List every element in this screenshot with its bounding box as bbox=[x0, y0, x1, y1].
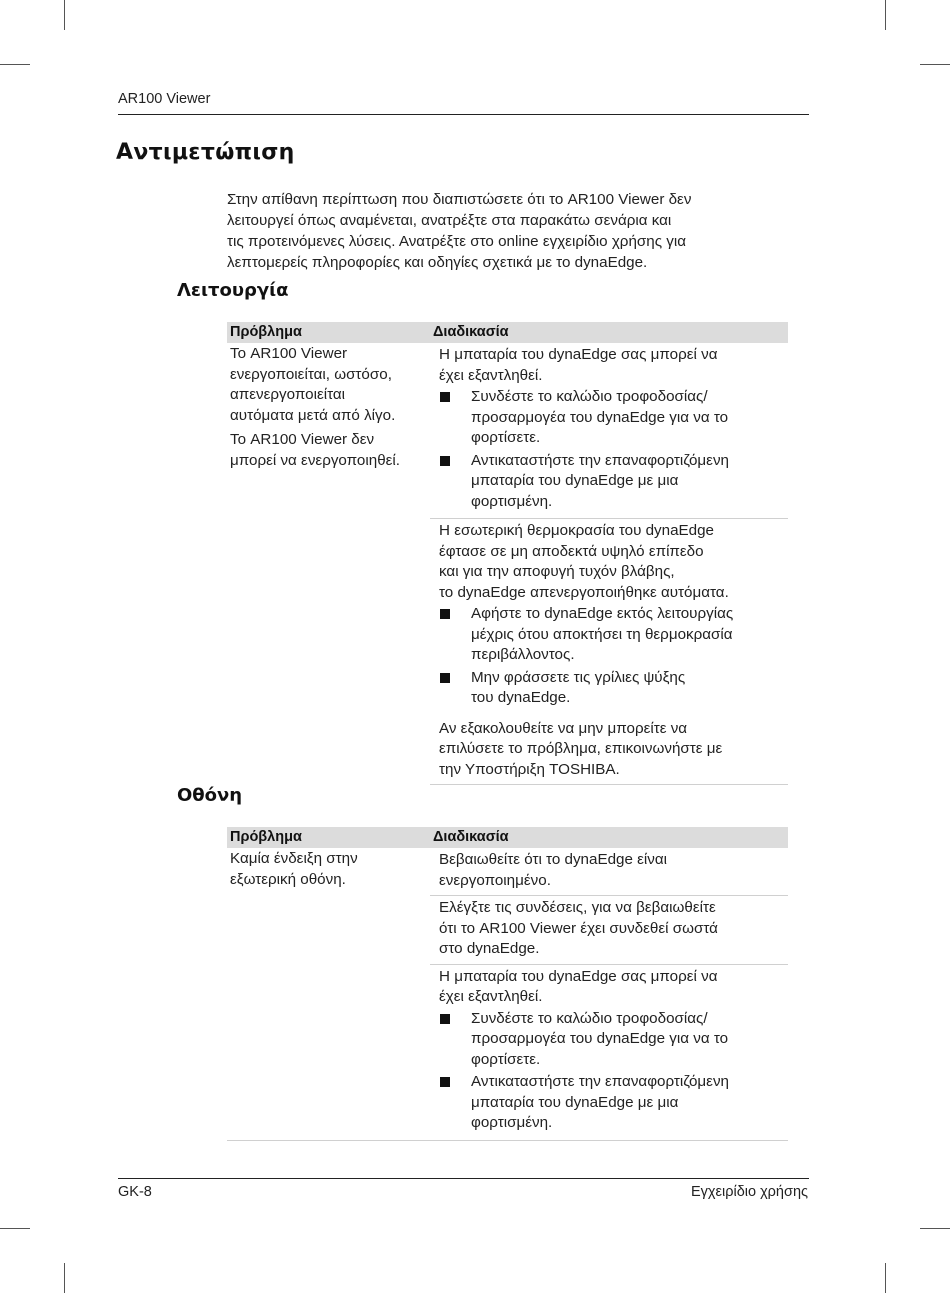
column-header-procedure: Διαδικασία bbox=[430, 322, 788, 343]
procedure-text: έχει εξαντληθεί. bbox=[439, 988, 543, 1005]
step-item bbox=[439, 387, 785, 449]
procedure-text: ότι το AR100 Viewer έχει συνδεθεί σωστά bbox=[439, 919, 718, 937]
header-rule bbox=[118, 114, 809, 115]
page-number: GK-8 bbox=[118, 1184, 152, 1200]
procedure-cell bbox=[430, 964, 788, 1140]
problem-cell bbox=[227, 343, 430, 785]
intro-line: τις προτεινόμενες λύσεις. Ανατρέξτε στο online εγχειρίδιο χρήσης για bbox=[227, 233, 687, 250]
step-text: περιβάλλοντος. bbox=[471, 646, 575, 663]
procedure-text: Η μπαταρία του dynaEdge σας μπορεί να bbox=[439, 967, 718, 985]
procedure-text: Η εσωτερική θερμοκρασία του dynaEdge bbox=[439, 522, 714, 539]
problem-text: απενεργοποιείται bbox=[230, 386, 346, 403]
crop-mark bbox=[920, 1228, 950, 1229]
display-table bbox=[227, 827, 788, 1141]
step-text: φορτίσετε. bbox=[471, 429, 541, 446]
step-text: Συνδέστε το καλώδιο τροφοδοσίας/ bbox=[471, 388, 708, 405]
procedure-cell bbox=[430, 519, 788, 785]
step-item bbox=[439, 604, 785, 666]
problem-text: Το AR100 Viewer δεν bbox=[230, 431, 375, 448]
footer-rule bbox=[118, 1178, 809, 1179]
table-header-row bbox=[227, 322, 788, 343]
step-text: Αντικαταστήστε την επαναφορτιζόμενη bbox=[471, 451, 729, 469]
crop-mark bbox=[885, 0, 886, 30]
crop-mark bbox=[64, 0, 65, 30]
section-title: Αντιμετώπιση bbox=[116, 140, 295, 165]
step-text: φορτισμένη. bbox=[471, 1114, 553, 1131]
step-text: Αντικαταστήστε την επαναφορτιζόμενη bbox=[471, 1073, 729, 1090]
procedure-text: Ελέγξτε τις συνδέσεις, για να βεβαιωθείτε bbox=[439, 899, 716, 916]
procedure-text: Αν εξακολουθείτε να μην μπορείτε να bbox=[439, 719, 688, 737]
subsection-title-display: Οθόνη bbox=[177, 785, 243, 806]
step-list bbox=[439, 387, 785, 512]
procedure-text: και για την αποφυγή τυχόν βλάβης, bbox=[439, 563, 675, 580]
step-text: Αφήστε το dynaEdge εκτός λειτουργίας bbox=[471, 605, 734, 622]
procedure-cell bbox=[430, 896, 788, 965]
step-text: Μην φράσσετε τις γρίλιες ψύξης bbox=[471, 668, 686, 686]
step-item bbox=[439, 1072, 785, 1134]
procedure-text: ενεργοποιημένο. bbox=[439, 871, 551, 889]
column-header-problem: Πρόβλημα bbox=[227, 322, 430, 343]
intro-line: λειτουργεί όπως αναμένεται, ανατρέξτε στα παρακάτω σενάρια και bbox=[227, 212, 672, 229]
step-text: φορτίσετε. bbox=[471, 1050, 541, 1068]
procedure-text: στο dynaEdge. bbox=[439, 940, 540, 957]
intro-line: Στην απίθανη περίπτωση που διαπιστώσετε ότι το AR100 Viewer δεν bbox=[227, 191, 692, 208]
procedure-text: το dynaEdge απενεργοποιήθηκε αυτόματα. bbox=[439, 583, 729, 601]
square-bullet-icon bbox=[440, 609, 450, 619]
problem-text: αυτόματα μετά από λίγο. bbox=[230, 406, 396, 424]
problem-text: εξωτερική οθόνη. bbox=[230, 870, 346, 888]
procedure-text: έφτασε σε μη αποδεκτά υψηλό επίπεδο bbox=[439, 542, 704, 560]
crop-mark bbox=[64, 1263, 65, 1293]
step-text: προσαρμογέα του dynaEdge για να το bbox=[471, 408, 729, 426]
crop-mark bbox=[920, 64, 950, 65]
manual-name: Εγχειρίδιο χρήσης bbox=[691, 1184, 808, 1200]
step-item bbox=[439, 451, 785, 513]
square-bullet-icon bbox=[440, 392, 450, 402]
problem-text: Το AR100 Viewer bbox=[230, 345, 348, 362]
crop-mark bbox=[0, 64, 30, 65]
column-header-procedure: Διαδικασία bbox=[430, 827, 788, 848]
intro-line: λεπτομερείς πληροφορίες και οδηγίες σχετικά με το dynaEdge. bbox=[227, 254, 648, 271]
procedure-text: Η μπαταρία του dynaEdge σας μπορεί να bbox=[439, 346, 718, 363]
procedure-cell bbox=[430, 848, 788, 896]
step-item bbox=[439, 1009, 785, 1071]
support-note bbox=[439, 719, 785, 781]
problem-cell bbox=[227, 848, 430, 1140]
step-list bbox=[439, 604, 785, 709]
step-list bbox=[439, 1009, 785, 1134]
procedure-cell bbox=[430, 343, 788, 519]
procedure-text: έχει εξαντληθεί. bbox=[439, 366, 543, 384]
square-bullet-icon bbox=[440, 456, 450, 466]
crop-mark bbox=[0, 1228, 30, 1229]
step-text: μπαταρία του dynaEdge με μια bbox=[471, 472, 679, 489]
running-header: AR100 Viewer bbox=[118, 91, 211, 107]
procedure-text: Βεβαιωθείτε ότι το dynaEdge είναι bbox=[439, 851, 668, 868]
step-text: μέχρις ότου αποκτήσει τη θερμοκρασία bbox=[471, 625, 733, 643]
step-text: προσαρμογέα του dynaEdge για να το bbox=[471, 1030, 729, 1047]
step-item bbox=[439, 668, 785, 709]
crop-mark bbox=[885, 1263, 886, 1293]
table-header-row bbox=[227, 827, 788, 848]
step-text: φορτισμένη. bbox=[471, 492, 553, 510]
step-text: μπαταρία του dynaEdge με μια bbox=[471, 1093, 679, 1111]
step-text: Συνδέστε το καλώδιο τροφοδοσίας/ bbox=[471, 1009, 708, 1027]
square-bullet-icon bbox=[440, 673, 450, 683]
intro-paragraph bbox=[227, 189, 787, 273]
operation-table bbox=[227, 322, 788, 785]
column-header-problem: Πρόβλημα bbox=[227, 827, 430, 848]
table-row bbox=[227, 848, 788, 896]
procedure-text: την Υποστήριξη TOSHIBA. bbox=[439, 760, 620, 778]
problem-text: ενεργοποιείται, ωστόσο, bbox=[230, 365, 392, 383]
square-bullet-icon bbox=[440, 1014, 450, 1024]
table-row bbox=[227, 343, 788, 519]
problem-text: μπορεί να ενεργοποιηθεί. bbox=[230, 451, 400, 469]
step-text: του dynaEdge. bbox=[471, 689, 571, 706]
procedure-text: επιλύσετε το πρόβλημα, επικοινωνήστε με bbox=[439, 740, 723, 757]
subsection-title-operation: Λειτουργία bbox=[177, 280, 289, 301]
problem-text: Καμία ένδειξη στην bbox=[230, 850, 358, 867]
square-bullet-icon bbox=[440, 1077, 450, 1087]
